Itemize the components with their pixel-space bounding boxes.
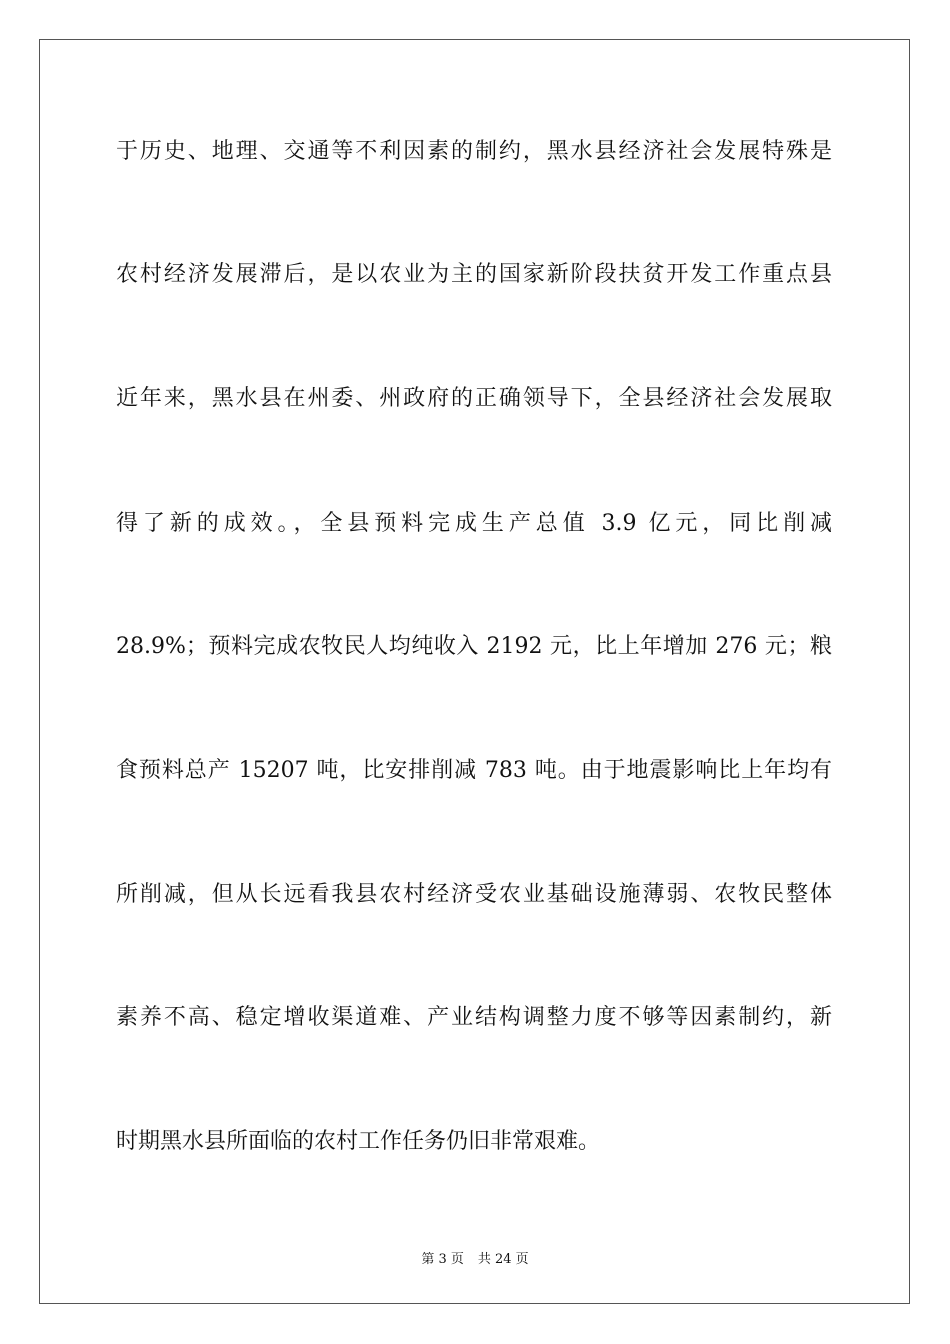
page-total: 共 24 页 — [477, 1252, 529, 1267]
page-number: 第 3 页 — [421, 1252, 464, 1267]
page-footer — [0, 1248, 950, 1267]
text-line-4: 得了新的成效。，全县预料完成生产总值 3.9 亿元，同比削减 — [116, 511, 832, 536]
text-line-1: 于历史、地理、交通等不利因素的制约，黑水县经济社会发展特殊是 — [116, 139, 832, 164]
text-line-7: 所削减，但从长远看我县农村经济受农业基础设施薄弱、农牧民整体 — [116, 882, 832, 907]
text-line-6: 食预料总产 15207 吨，比安排削减 783 吨。由于地震影响比上年均有 — [116, 758, 832, 783]
text-line-3: 近年来，黑水县在州委、州政府的正确领导下，全县经济社会发展取 — [116, 386, 832, 411]
text-line-2: 农村经济发展滞后，是以农业为主的国家新阶段扶贫开发工作重点县 — [116, 262, 832, 287]
text-line-8: 素养不高、稳定增收渠道难、产业结构调整力度不够等因素制约，新 — [116, 1005, 832, 1030]
text-line-5: 28.9%；预料完成农牧民人均纯收入 2192 元，比上年增加 276 元；粮 — [116, 634, 832, 659]
page-border — [39, 39, 910, 1304]
text-line-9: 时期黑水县所面临的农村工作任务仍旧非常艰难。 — [116, 1129, 601, 1154]
